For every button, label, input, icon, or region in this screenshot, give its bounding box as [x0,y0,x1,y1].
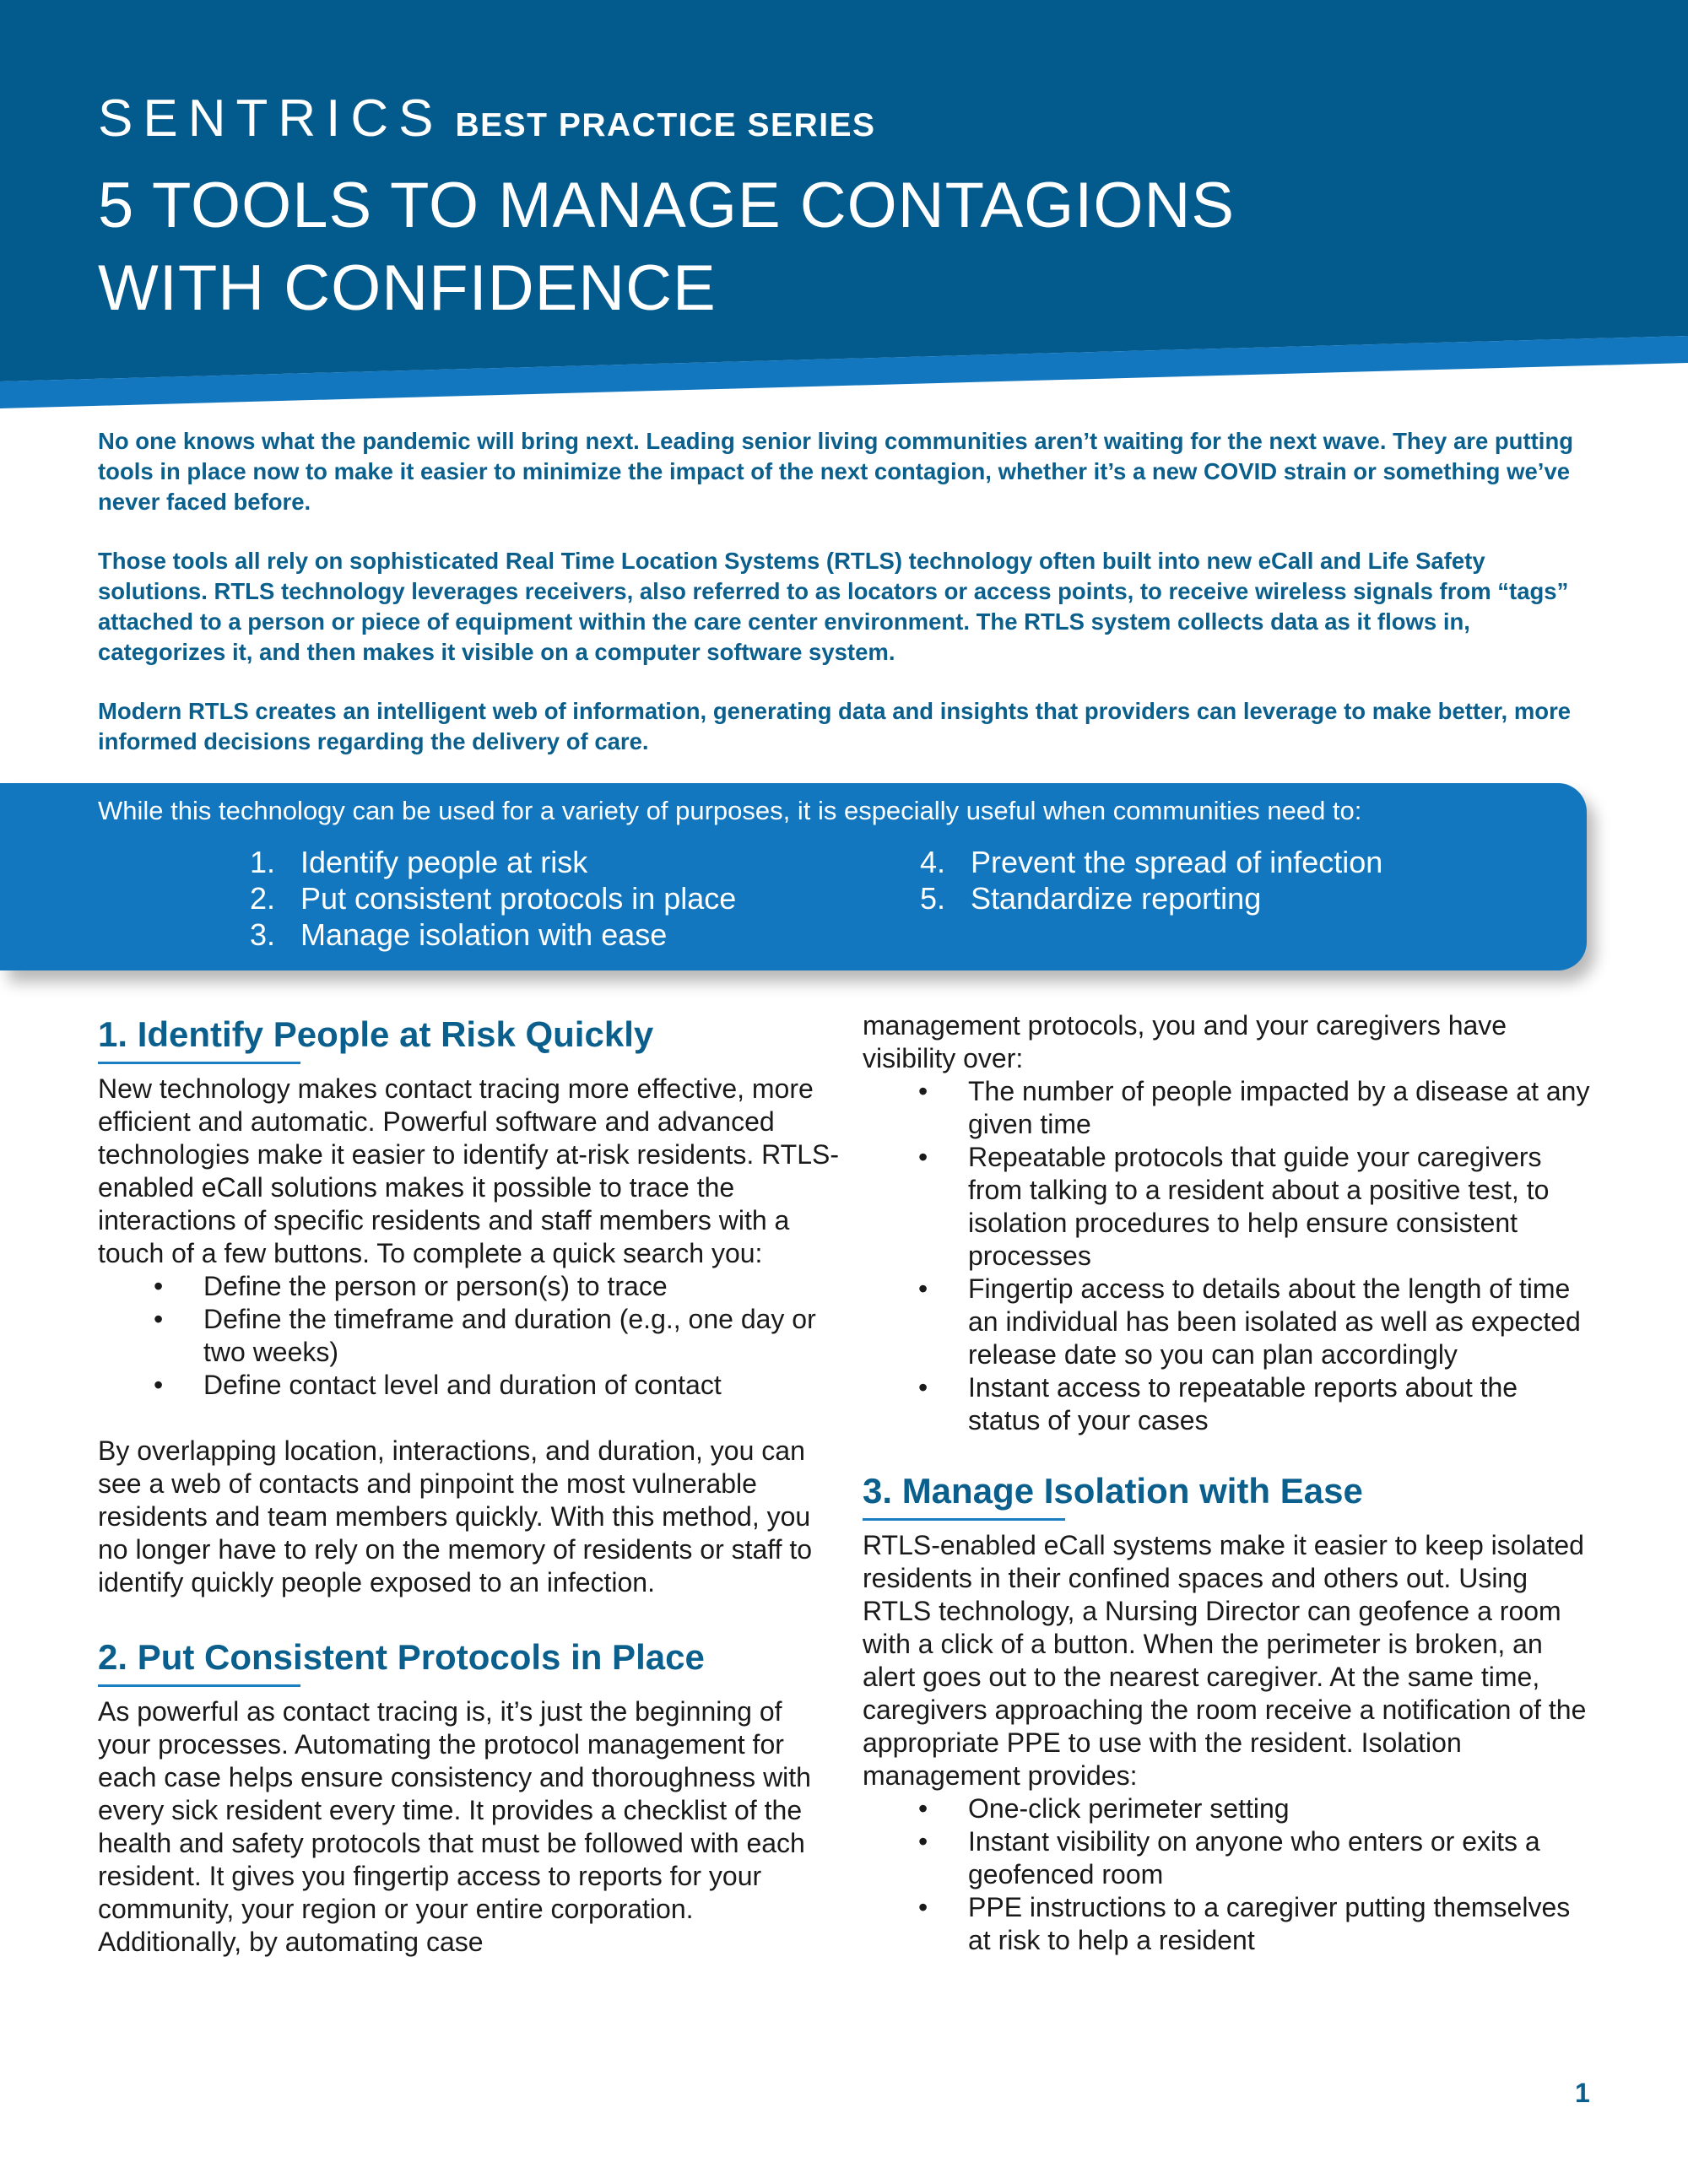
callout-item-number: 1. [250,845,276,879]
bullet-item [863,1792,1597,1825]
intro [98,426,1592,786]
callout-intro: While this technology can be used for a variety of purposes, it is especially useful when communities need to: [98,796,1362,825]
section-2-bullets [863,1075,1597,1437]
bullet-item [98,1303,841,1369]
callout-item [250,916,736,953]
title-line-2: WITH CONFIDENCE [98,252,717,324]
section-2-underline [98,1684,300,1687]
section-1-paragraph-1: New technology makes contact tracing more effective, more efficient and automatic. Powerful software and advanced technologies make it easier to identify at-risk residents. RTLS-enabled eCall solutions makes it possible to trace the interactions of specific residents and staff members with a touch of a few buttons. To complete a quick search you: [98,1073,840,1268]
section-3-paragraph-1: RTLS-enabled eCall systems make it easier to keep isolated residents in their confined spaces and others out. Using RTLS technology, a Nursing Director can geofence a room with a click of a button. When the perimeter is broken, an alert goes out to the nearest caregiver. At the same time, caregivers approaching the room receive a notification of the appropriate PPE to use with the resident. Isolation management provides: [863,1530,1587,1791]
bullet-dot: • [154,1304,164,1334]
section-1-bullets [98,1270,841,1402]
bullet-text: Instant access to repeatable reports about the status of your cases [968,1372,1518,1435]
bullet-text: Repeatable protocols that guide your caregivers from talking to a resident about a positive test, to isolation procedures to help ensure consistent processes [968,1142,1550,1271]
bullet-text: The number of people impacted by a disease at any given time [968,1076,1590,1139]
section-2-paragraph-1: As powerful as contact tracing is, it’s just the beginning of your processes. Automating the protocol management for each case helps ensure consistency and thoroughness with every sick resident every time. It provides a checklist of the health and safety protocols that must be followed with each resident. It gives you fingertip access to reports for your community, your region or your entire corporation. Additionally, by automating case [98,1696,811,1957]
spacer [98,1402,841,1435]
section-2-title: 2. Put Consistent Protocols in Place [98,1637,705,1677]
bullet-dot: • [918,1892,928,1922]
bullet-text: Define contact level and duration of contact [203,1370,722,1400]
callout-item-number: 4. [920,845,946,879]
spacer [863,1437,1597,1466]
title-line-1: 5 TOOLS TO MANAGE CONTAGIONS [98,170,1236,241]
callout-item-number: 2. [250,881,276,916]
callout-list-right [920,844,1382,916]
bullet-text: Instant visibility on anyone who enters or exits a geofenced room [968,1826,1540,1889]
callout-item-text: Put consistent protocols in place [300,881,737,916]
callout-item-text: Prevent the spread of infection [971,845,1383,879]
callout-item-text: Identify people at risk [300,845,588,879]
callout-item-text: Manage isolation with ease [300,917,668,952]
bullet-text: Define the timeframe and duration (e.g., one day or two weeks) [203,1304,816,1367]
bullet-dot: • [918,1076,928,1106]
callout-item [250,844,736,880]
left-column [98,1009,841,1959]
page-number: 1 [1575,2078,1590,2108]
callout-item-number: 3. [250,917,276,952]
bullet-dot: • [154,1271,164,1301]
section-3-underline [863,1518,1065,1521]
callout-item [920,880,1382,916]
bullet-dot: • [918,1273,928,1304]
intro-paragraph-1: No one knows what the pandemic will bring next. Leading senior living communities aren’t waiting for the next wave. They are putting tools in place now to make it easier to minimize the impact of the next contagion, whether it’s a new COVID strain or something we’ve never faced before. [98,428,1574,515]
section-1-underline [98,1062,300,1064]
bullet-text: One-click perimeter setting [968,1793,1290,1824]
section-1-paragraph-2: By overlapping location, interactions, and duration, you can see a web of contacts and pinpoint the most vulnerable residents and team members quickly. With this method, you no longer have to rely on the memory of residents or staff to identify quickly people exposed to an infection. [98,1435,813,1597]
section-2-continuation: management protocols, you and your caregivers have visibility over: [863,1010,1507,1073]
callout-item [250,880,736,916]
callout-item-number: 5. [920,881,946,916]
bullet-dot: • [918,1793,928,1824]
section-3-bullets [863,1792,1597,1957]
callout-box [0,783,1587,970]
bullet-item [863,1273,1597,1371]
bullet-dot: • [918,1372,928,1403]
bullet-item [863,1075,1597,1141]
bullet-text: Fingertip access to details about the length of time an individual has been isolated as well as expected release date so you can plan accordingly [968,1273,1581,1370]
bullet-item [98,1369,841,1402]
bullet-dot: • [154,1370,164,1400]
bullet-text: PPE instructions to a caregiver putting themselves at risk to help a resident [968,1892,1571,1955]
section-1-title: 1. Identify People at Risk Quickly [98,1014,654,1054]
bullet-dot: • [918,1142,928,1172]
intro-paragraph-3: Modern RTLS creates an intelligent web of information, generating data and insights that providers can leverage to make better, more informed decisions regarding the delivery of care. [98,698,1572,754]
bullet-item [863,1141,1597,1273]
callout-list-left [250,844,736,953]
spacer [98,1599,841,1632]
bullet-dot: • [918,1826,928,1857]
callout-item [920,844,1382,880]
intro-paragraph-2: Those tools all rely on sophisticated Real Time Location Systems (RTLS) technology often built into new eCall and Life Safety solutions. RTLS technology leverages receivers, also referred to as locators or access points, to receive wireless signals from “tags” attached to a person or piece of equipment within the care center environment. The RTLS system collects data as it flows in, categorizes it, and then makes it visible on a computer software system. [98,548,1569,665]
bullet-item [863,1891,1597,1957]
right-column [863,1009,1597,1957]
brand-row [98,89,876,149]
bullet-text: Define the person or person(s) to trace [203,1271,668,1301]
series-label: BEST PRACTICE SERIES [455,107,876,143]
bullet-item [863,1371,1597,1437]
sentrics-logo: SENTRICS [98,89,444,148]
callout-item-text: Standardize reporting [971,881,1262,916]
section-3-title: 3. Manage Isolation with Ease [863,1471,1363,1511]
document-title [98,165,1235,330]
bullet-item [863,1825,1597,1891]
bullet-item [98,1270,841,1303]
